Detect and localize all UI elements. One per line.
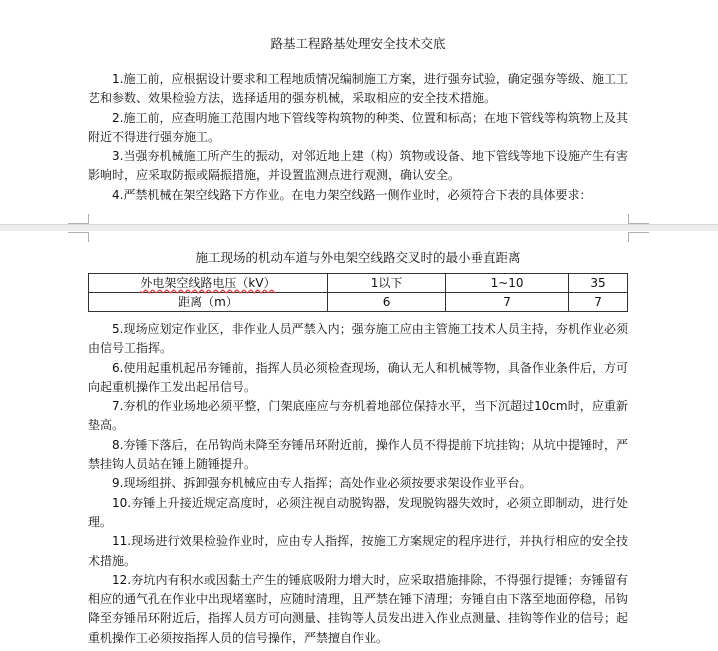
- voltage-label-cell: [89, 274, 328, 293]
- distance-cell: 6: [328, 293, 446, 312]
- item-9: 9.现场组拼、拆卸强夯机械应由专人指挥；高处作业必须按要求架设作业平台。: [112, 476, 532, 491]
- crop-mark-bottom-right: [628, 232, 649, 242]
- items-part-2: [88, 320, 628, 648]
- crop-mark-top-left: [68, 214, 89, 224]
- item-5: 5.现场应划定作业区，非作业人员严禁入内；强夯施工应由主管施工技术人员主持，夯机作业必须由信号工指挥。: [88, 322, 628, 356]
- item-3: 3.当强夯机械施工所产生的振动，对邻近地上建（构）筑物或设备、地下管线等地下设施产生有害影响时，应采取防振或隔振措施，并设置监测点进行观测，确认安全。: [88, 149, 628, 183]
- table-row-voltage: [89, 274, 628, 293]
- item-2: 2.施工前，应查明施工范围内地下管线等构筑物的种类、位置和标高；在地下管线等构筑物上及其附近不得进行强夯施工。: [88, 110, 628, 144]
- voltage-label: 外电架空线路电压（kV）: [140, 276, 276, 290]
- item-12: 12.夯坑内有积水或因黏土产生的锤底吸附力增大时，应采取措施排除，不得强行提锤；夯锤留有相应的通气孔在作业中出现堵塞时，应随时清理，且严禁在锤下清理；夯锤自由下落至地面停稳，吊钩降至夯锤吊环附近后，指挥人员方可向测量、挂钩等人员发出进入作业点测量、挂钩等作业的信号；起重机操作工必须按指挥人员的信号操作，严禁擅自作业。: [88, 572, 629, 645]
- item-7: 7.夯机的作业场地必须平整，门架底座应与夯机着地部位保持水平，当下沉超过10cm时，应重新垫高。: [88, 399, 628, 433]
- distance-label-cell: 距离（m）: [89, 293, 328, 312]
- voltage-cell: 1~10: [446, 274, 569, 293]
- item-6: 6.使用起重机起吊夯锤前，指挥人员必须检查现场，确认无人和机械等物，具备作业条件后，方可向起重机操作工发出起吊信号。: [88, 360, 628, 394]
- table-title: 施工现场的机动车道与外电架空线路交叉时的最小垂直距离: [195, 250, 521, 265]
- document-title: 路基工程路基处理安全技术交底: [270, 36, 446, 51]
- crop-mark-top-right: [628, 214, 649, 224]
- voltage-cell: 1以下: [328, 274, 446, 293]
- voltage-cell: 35: [569, 274, 628, 293]
- crop-mark-bottom-left: [68, 232, 89, 242]
- distance-cell: 7: [446, 293, 569, 312]
- items-part-1: [88, 70, 628, 205]
- distance-cell: 7: [569, 293, 628, 312]
- item-8: 8.夯锤下落后，在吊钩尚未降至夯锤吊环附近前，操作人员不得提前下坑挂钩；从坑中提锤时，严禁挂钩人员站在锤上随锤提升。: [88, 437, 628, 472]
- item-11: 11.现场进行效果检验作业时，应由专人指挥，按施工方案规定的程序进行，并执行相应的安全技术措施。: [88, 534, 628, 568]
- clearance-table: [88, 273, 628, 312]
- item-4: 4.严禁机械在架空线路下方作业。在电力架空线路一侧作业时，必须符合下表的具体要求：: [112, 187, 592, 202]
- item-10: 10.夯锤上升接近规定高度时，必须注视自动脱钩器，发现脱钩器失效时，必须立即制动，进行处理。: [88, 495, 628, 529]
- table-row-distance: [89, 293, 628, 312]
- item-1: 1.施工前，应根据设计要求和工程地质情况编制施工方案，进行强夯试验，确定强夯等级、施工工艺和参数、效果检验方法，选择适用的强夯机械，采取相应的安全技术措施。: [88, 72, 628, 106]
